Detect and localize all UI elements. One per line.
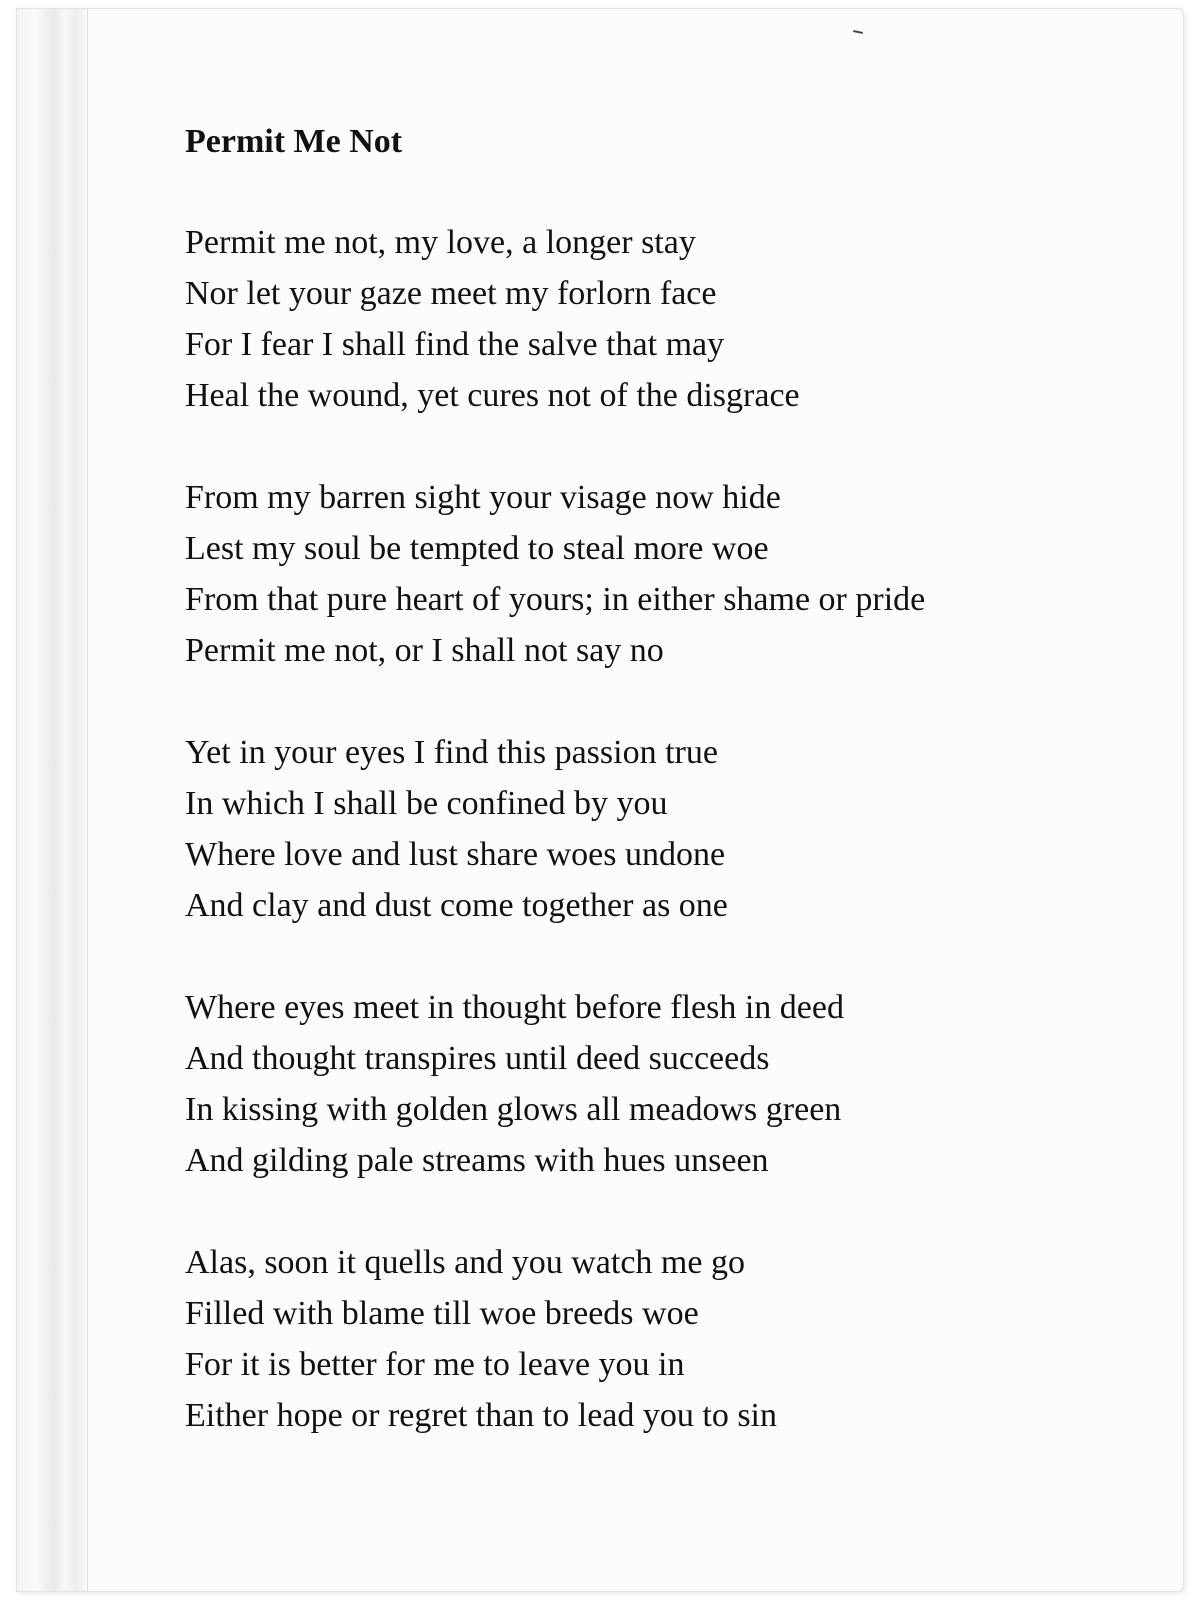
poem-line: For I fear I shall find the salve that may [185, 326, 725, 363]
poem-line: Either hope or regret than to lead you to sin [185, 1397, 777, 1434]
ink-mark [853, 30, 863, 34]
poem-line: Where love and lust share woes undone [185, 836, 726, 873]
stanza-2 [185, 472, 1155, 676]
poem-line: And thought transpires until deed succeeds [185, 1040, 770, 1077]
stanza-5 [185, 1237, 1155, 1441]
poem-line: Nor let your gaze meet my forlorn face [185, 275, 717, 312]
stanza-3 [185, 727, 1155, 931]
book-spine [17, 9, 88, 1591]
poem-line: Permit me not, or I shall not say no [185, 632, 664, 669]
poem-line: In kissing with golden glows all meadows green [185, 1091, 842, 1128]
poem-line: In which I shall be confined by you [185, 785, 668, 822]
poem-line: Where eyes meet in thought before flesh in deed [185, 989, 844, 1026]
book-page [16, 8, 1184, 1592]
poem-title: Permit Me Not [185, 123, 403, 160]
poem-line: Heal the wound, yet cures not of the disgrace [185, 377, 800, 414]
poem-line: Lest my soul be tempted to steal more woe [185, 530, 769, 567]
stanza-1 [185, 217, 1155, 421]
poem-line: Alas, soon it quells and you watch me go [185, 1244, 745, 1281]
poem-line: From my barren sight your visage now hide [185, 479, 781, 516]
poem-line: From that pure heart of yours; in either shame or pride [185, 581, 926, 618]
poem-line: And clay and dust come together as one [185, 887, 728, 924]
stanza-4 [185, 982, 1155, 1186]
poem-line: Permit me not, my love, a longer stay [185, 224, 696, 261]
poem-line: Filled with blame till woe breeds woe [185, 1295, 699, 1332]
poem-line: And gilding pale streams with hues unseen [185, 1142, 769, 1179]
poem-line: Yet in your eyes I find this passion true [185, 734, 718, 771]
poem-line: For it is better for me to leave you in [185, 1346, 685, 1383]
poem-body [185, 117, 1155, 1492]
